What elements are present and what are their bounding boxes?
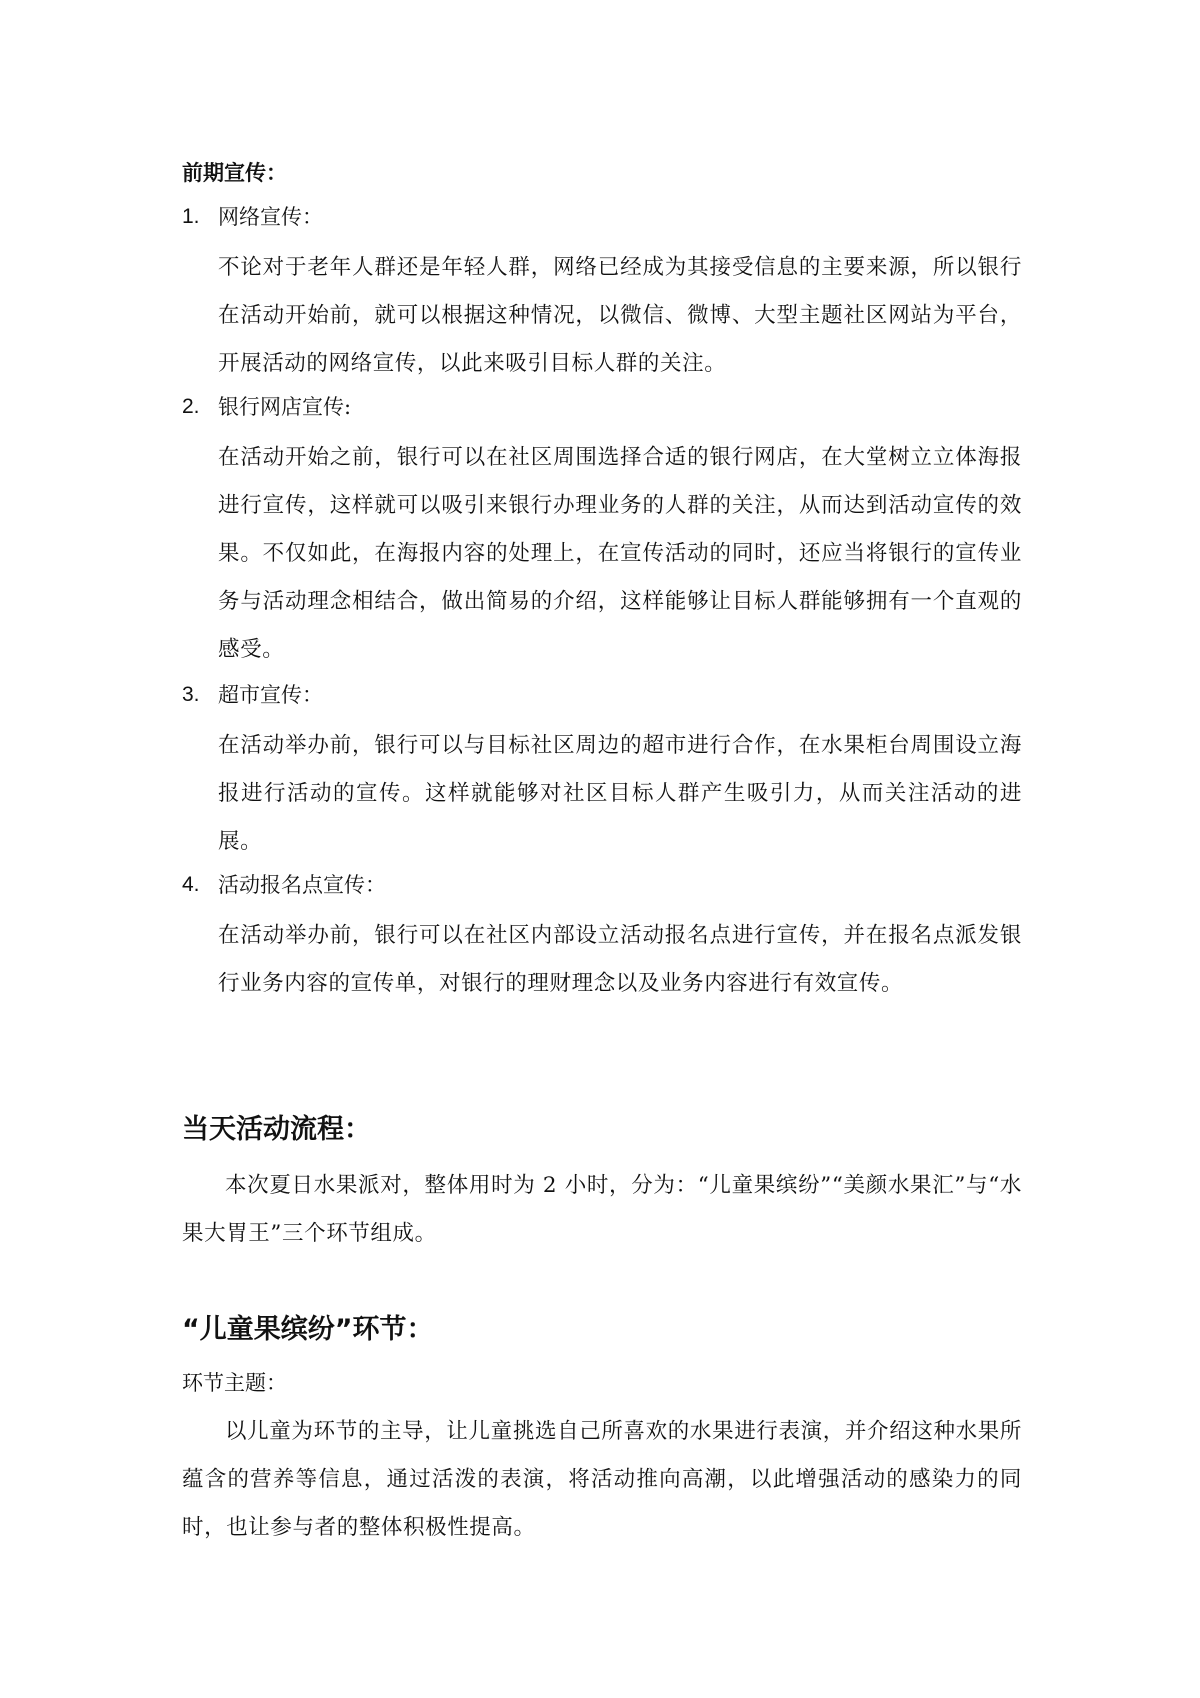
list-item <box>182 202 1022 388</box>
theme-label: 环节主题： <box>182 1371 287 1395</box>
flow-paragraph: 本次夏日水果派对，整体用时为 2 小时，分为：“儿童果缤纷”“美颜水果汇”与“水果大胃王”三个环节组成。 <box>182 1173 1022 1246</box>
item-body: 在活动举办前，银行可以与目标社区周边的超市进行合作，在水果柜台周围设立海报进行活动的宣传。这样就能够对社区目标人群产生吸引力，从而关注活动的进展。 <box>218 733 1022 854</box>
section-heading-promotion: 前期宣传： <box>182 160 287 185</box>
item-number: 3. <box>182 683 200 706</box>
item-body: 不论对于老年人群还是年轻人群，网络已经成为其接受信息的主要来源，所以银行在活动开始前，就可以根据这种情况，以微信、微博、大型主题社区网站为平台，开展活动的网络宣传，以此来吸引目标人群的关注。 <box>218 255 1022 376</box>
item-body: 在活动举办前，银行可以在社区内部设立活动报名点进行宣传，并在报名点派发银行业务内容的宣传单，对银行的理财理念以及业务内容进行有效宣传。 <box>218 923 1022 996</box>
item-title: 超市宣传： <box>218 683 323 707</box>
item-number: 4. <box>182 873 200 896</box>
list-item <box>182 870 1022 1008</box>
item-title: 网络宣传： <box>218 205 323 229</box>
theme-paragraph: 以儿童为环节的主导，让儿童挑选自己所喜欢的水果进行表演，并介绍这种水果所蕴含的营养等信息，通过活泼的表演，将活动推向高潮，以此增强活动的感染力的同时，也让参与者的整体积极性提高。 <box>182 1419 1022 1540</box>
list-item <box>182 680 1022 866</box>
item-title: 银行网店宣传: <box>218 395 352 419</box>
section-heading-kids: “儿童果缤纷”环节： <box>182 1314 434 1345</box>
item-number: 1. <box>182 205 200 228</box>
item-number: 2. <box>182 395 200 418</box>
section-heading-flow: 当天活动流程： <box>182 1114 371 1145</box>
item-title: 活动报名点宣传： <box>218 873 386 897</box>
list-item <box>182 392 1022 674</box>
item-body: 在活动开始之前，银行可以在社区周围选择合适的银行网店，在大堂树立立体海报进行宣传，这样就可以吸引来银行办理业务的人群的关注，从而达到活动宣传的效果。不仅如此，在海报内容的处理上，在宣传活动的同时，还应当将银行的宣传业务与活动理念相结合，做出简易的介绍，这样能够让目标人群能够拥有一个直观的感受。 <box>218 445 1022 662</box>
